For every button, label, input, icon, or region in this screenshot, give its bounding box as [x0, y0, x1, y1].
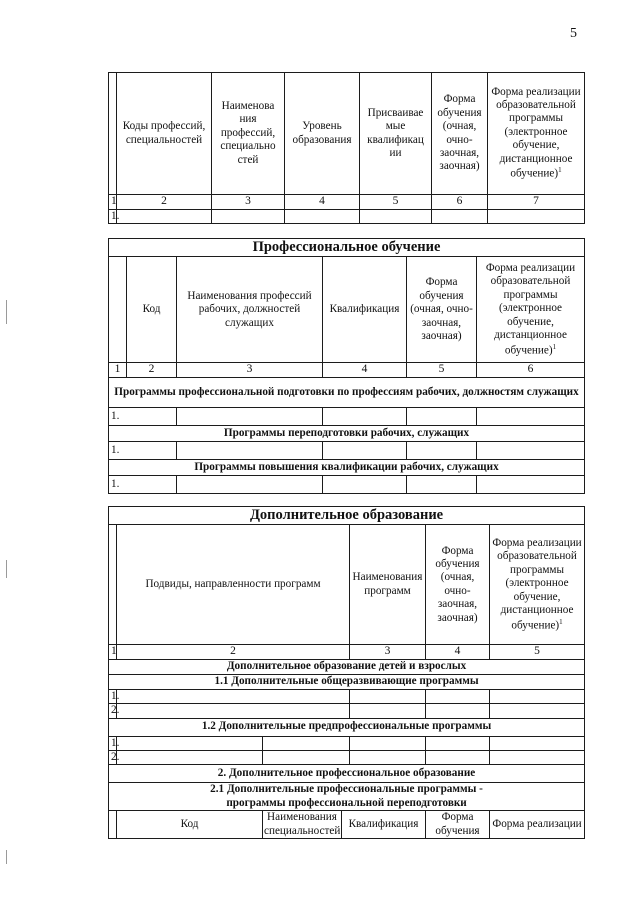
- section-row: [109, 765, 585, 783]
- empty-cell: [117, 704, 350, 718]
- section-row: [109, 378, 585, 408]
- empty-cell: [426, 689, 490, 703]
- header-cell: [109, 525, 117, 645]
- margin-mark: [6, 300, 7, 324]
- header-cell: Наименова ния профессий, специально стей: [212, 73, 285, 195]
- header-cell: [109, 73, 117, 195]
- footnote-mark: 1: [558, 166, 562, 175]
- column-number: 2: [117, 195, 212, 210]
- section-title: Программы профессиональной подготовки по профессиям рабочих, должностям служащих: [109, 378, 585, 408]
- section-title: 1.1 Дополнительные общеразвивающие программы: [109, 674, 585, 689]
- table-title: Профессиональное обучение: [109, 239, 585, 257]
- empty-cell: [350, 689, 426, 703]
- header-cell: Форма обучения: [426, 811, 490, 839]
- header-cell: Наименования профессий рабочих, должностей служащих: [177, 257, 323, 363]
- empty-cell: [285, 209, 360, 223]
- empty-cell: [490, 736, 585, 750]
- empty-cell: [177, 476, 323, 494]
- header-cell: [488, 73, 585, 195]
- header-cell: Подвиды, направленности программ: [117, 525, 350, 645]
- section-title: 1.2 Дополнительные предпрофессиональные программы: [109, 718, 585, 736]
- header-cell: Форма обучения (очная, очно-заочная, заочная): [426, 525, 490, 645]
- section-row: [109, 426, 585, 442]
- header-cell: [477, 257, 585, 363]
- empty-cell: [323, 442, 407, 460]
- empty-cell: [488, 209, 585, 223]
- empty-cell: [350, 736, 426, 750]
- empty-cell: [263, 750, 350, 764]
- section-row: [109, 783, 585, 811]
- row-number: 1.: [109, 736, 117, 750]
- table-row: [109, 736, 585, 750]
- specialties-table: [108, 72, 585, 224]
- empty-cell: [117, 689, 350, 703]
- empty-cell: [350, 750, 426, 764]
- empty-cell: [477, 408, 585, 426]
- column-number: 6: [432, 195, 488, 210]
- table-header-row: [109, 525, 585, 645]
- column-number: 1: [109, 363, 127, 378]
- header-cell: Форма обучения (очная, очно-заочная, заочная): [407, 257, 477, 363]
- table-header-row: [109, 257, 585, 363]
- section-line: 2.1 Дополнительные профессиональные программы -: [210, 783, 483, 796]
- section-row: [109, 718, 585, 736]
- header-cell: [109, 811, 117, 839]
- section-row: [109, 660, 585, 674]
- footnote-mark: 1: [552, 342, 557, 351]
- header-cell: Наименования специальностей: [264, 811, 341, 837]
- column-number: 2: [127, 363, 177, 378]
- empty-cell: [323, 476, 407, 494]
- row-number: 1.: [109, 476, 177, 494]
- column-number: 4: [285, 195, 360, 210]
- header-cell: Присваивае мые квалификац ии: [360, 73, 432, 195]
- column-number: 1: [109, 645, 117, 660]
- column-number: 3: [177, 363, 323, 378]
- margin-mark: [6, 850, 7, 864]
- column-number-row: [109, 195, 585, 210]
- header-cell: Форма реализации: [490, 811, 585, 839]
- column-number-row: [109, 363, 585, 378]
- column-number: 1: [109, 195, 117, 210]
- column-number: 5: [407, 363, 477, 378]
- section-title: Дополнительное образование детей и взрослых: [109, 660, 585, 674]
- empty-cell: [490, 689, 585, 703]
- empty-cell: [477, 476, 585, 494]
- empty-cell: [117, 209, 212, 223]
- table-row: [109, 750, 585, 764]
- empty-cell: [426, 736, 490, 750]
- row-number: 1.: [109, 209, 117, 223]
- empty-cell: [432, 209, 488, 223]
- column-number: 4: [426, 645, 490, 660]
- column-number: 5: [360, 195, 432, 210]
- table-header-row: [109, 811, 585, 839]
- column-number: 2: [117, 645, 350, 660]
- column-number: 3: [350, 645, 426, 660]
- empty-cell: [426, 704, 490, 718]
- header-cell: Код: [117, 811, 263, 839]
- empty-cell: [263, 736, 350, 750]
- header-cell: Квалификация: [342, 811, 426, 839]
- header-cell: Наименования программ: [350, 525, 426, 645]
- empty-cell: [117, 750, 263, 764]
- empty-cell: [177, 408, 323, 426]
- table-title: Дополнительное образование: [109, 507, 585, 525]
- table-header-row: [109, 73, 585, 195]
- empty-cell: [490, 750, 585, 764]
- header-cell: Форма обучения (очная, очно-заочная, заочная): [432, 73, 488, 195]
- table-row: [109, 442, 585, 460]
- section-title: Программы повышения квалификации рабочих, служащих: [109, 460, 585, 476]
- row-number: 1.: [109, 408, 177, 426]
- empty-cell: [407, 408, 477, 426]
- margin-mark: [6, 560, 7, 578]
- empty-cell: [407, 476, 477, 494]
- header-text: Форма реализации образовательной программы (электронное обучение, дистанционное обучение): [491, 85, 581, 180]
- header-cell: Квалификация: [323, 257, 407, 363]
- row-number: 1.: [109, 442, 177, 460]
- empty-cell: [212, 209, 285, 223]
- column-number: 4: [323, 363, 407, 378]
- header-text: Форма реализации образовательной программы (электронное обучение, дистанционное обучение): [485, 261, 576, 357]
- empty-cell: [360, 209, 432, 223]
- column-number: 3: [212, 195, 285, 210]
- table-row: [109, 689, 585, 703]
- empty-cell: [177, 442, 323, 460]
- row-number: 2.: [109, 750, 117, 764]
- empty-cell: [407, 442, 477, 460]
- header-cell: Коды профессий, специальностей: [117, 73, 212, 195]
- header-cell: Код: [127, 257, 177, 363]
- empty-cell: [426, 750, 490, 764]
- additional-education-table: [108, 506, 585, 839]
- section-line: программы профессиональной переподготовки: [226, 796, 467, 809]
- section-title: Программы переподготовки рабочих, служащих: [109, 426, 585, 442]
- header-text: Форма реализации образовательной программы (электронное обучение, дистанционное обучение): [492, 536, 582, 632]
- column-number: 5: [490, 645, 585, 660]
- table-row: [109, 704, 585, 718]
- table-title-row: [109, 239, 585, 257]
- footnote-mark: 1: [559, 617, 563, 626]
- empty-cell: [117, 736, 263, 750]
- table-row: [109, 408, 585, 426]
- empty-cell: [323, 408, 407, 426]
- professional-training-table: [108, 238, 585, 494]
- row-number: 2.: [109, 704, 117, 718]
- column-number: 7: [488, 195, 585, 210]
- header-cell: Уровень образования: [285, 73, 360, 195]
- table-row: [109, 476, 585, 494]
- header-cell: [109, 257, 127, 363]
- section-title: 2. Дополнительное профессиональное образование: [109, 765, 585, 783]
- section-row: [109, 674, 585, 689]
- empty-cell: [477, 442, 585, 460]
- section-row: [109, 460, 585, 476]
- column-number-row: [109, 645, 585, 660]
- empty-cell: [490, 704, 585, 718]
- page-number: 5: [570, 26, 577, 41]
- section-title: [109, 783, 585, 811]
- column-number: 6: [477, 363, 585, 378]
- table-row: [109, 209, 585, 223]
- empty-cell: [350, 704, 426, 718]
- table-title-row: [109, 507, 585, 525]
- header-cell: [490, 525, 585, 645]
- row-number: 1.: [109, 689, 117, 703]
